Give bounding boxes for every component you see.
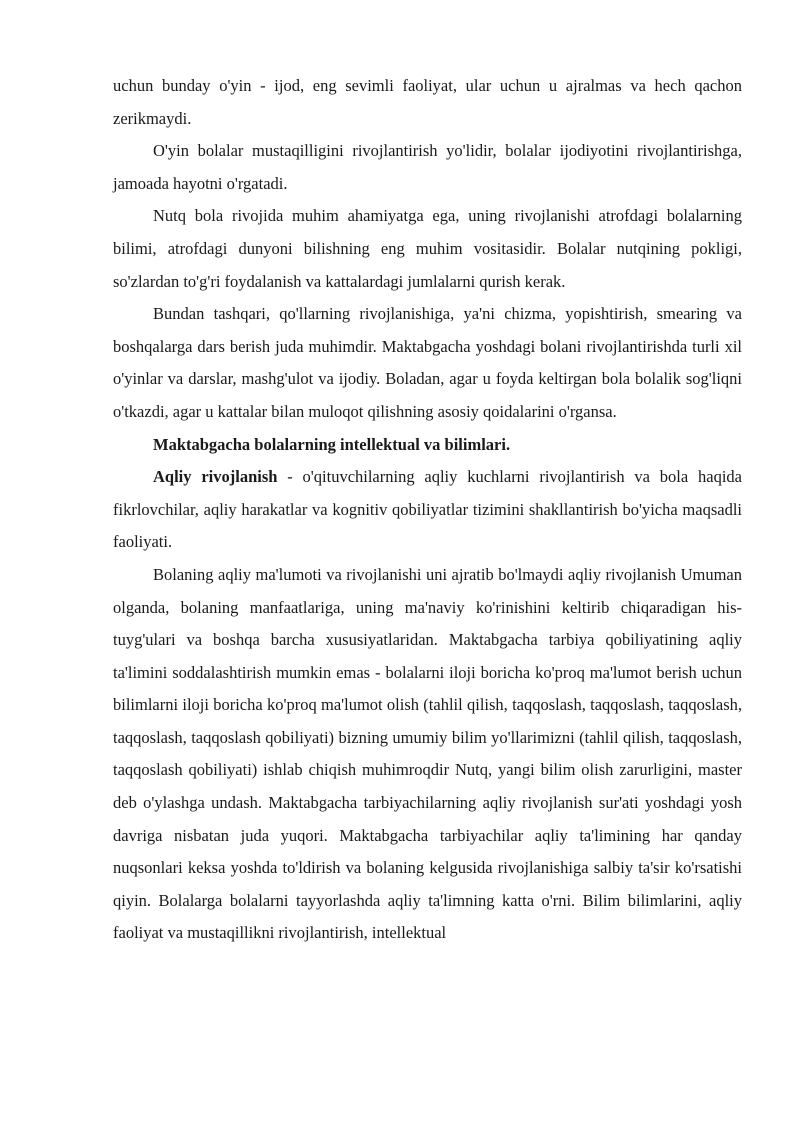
paragraph-speech: Nutq bola rivojida muhim ahamiyatga ega, uning rivojlanishi atrofdagi bolalarning bilimi, atrofdagi dunyoni bilishning eng muhim vositasidir. Bolalar nutqining pokligi, so'zlardan to'g'ri foydalanish va kattalardagi jumlalarni qurish kerak. [113,206,742,291]
paragraph-continuation: uchun bunday o'yin - ijod, eng sevimli faoliyat, ular uchun u ajralmas va hech qachon zerikmaydi. [113,76,742,128]
paragraph-mental-education: Bolaning aqliy ma'lumoti va rivojlanishi uni ajratib bo'lmaydi aqliy rivojlanish Umuman olganda, bolaning manfaatlariga, uning ma'naviy ko'rinishini keltirib chiqaradigan his-tuyg'ulari va boshqa barcha xususiyatlaridan. Maktabgacha tarbiya qobiliyatining aqliy ta'limini soddalashtirish mumkin emas - bolalarni iloji boricha ko'proq ma'lumot berish uchun bilimlarni iloji boricha ko'proq ma'lumot olish (tahlil qilish, taqqoslash, taqqoslash, taqqoslash, taqqoslash, taqqoslash qobiliyati) bizning umumiy bilim yo'llarimizni (tahlil qilish, taqqoslash, taqqoslash qobiliyati) ishlab chiqish muhimroqdir Nutq, yangi bilim olish zarurligini, master deb o'ylashga undash. Maktabgacha tarbiyachilarning aqliy rivojlanish sur'ati yoshdagi yosh davriga nisbatan juda yuqori. Maktabgacha tarbiyachilar aqliy ta'limining har qanday nuqsonlari keksa yoshda to'ldirish va bolaning kelgusida rivojlanishiga salbiy ta'sir ko'rsatishi qiyin. Bolalarga bolalarni tayyorlashda aqliy ta'limning katta o'rni. Bilim bilimlarini, aqliy faoliyat va mustaqillikni rivojlantirish, intellektual [113,564,742,943]
paragraph-play-independence: O'yin bolalar mustaqilligini rivojlantirish yo'lidir, bolalar ijodiyotini rivojlantirishga, jamoada hayotni o'rgatadi. [113,141,742,193]
paragraph-hands-development: Bundan tashqari, qo'llarning rivojlanishiga, ya'ni chizma, yopishtirish, smearing va boshqalarga dars berish juda muhimdir. Maktabgacha yoshdagi bolani rivojlantirishda turli xil o'yinlar va darslar, mashg'ulot va ijodiy. Boladan, agar u foyda keltirgan bola bolalik sog'liqni o'tkazdi, agar u kattalar bilan muloqot qilishning asosiy qoidalarini o'rgansa. [113,304,742,421]
term-definition: - o'qituvchilarning aqliy kuchlarni rivojlantirish va bola haqida fikrlovchilar, aqliy harakatlar va kognitiv qobiliyatlar tizimini shakllantirish bo'yicha maqsadli faoliyati. [113,467,742,552]
term-bold: Aqliy rivojlanish [153,467,278,487]
section-heading: Maktabgacha bolalarning intellektual va bilimlari. [153,434,511,454]
document-page [113,70,742,950]
paragraph-mental-development [113,461,742,559]
